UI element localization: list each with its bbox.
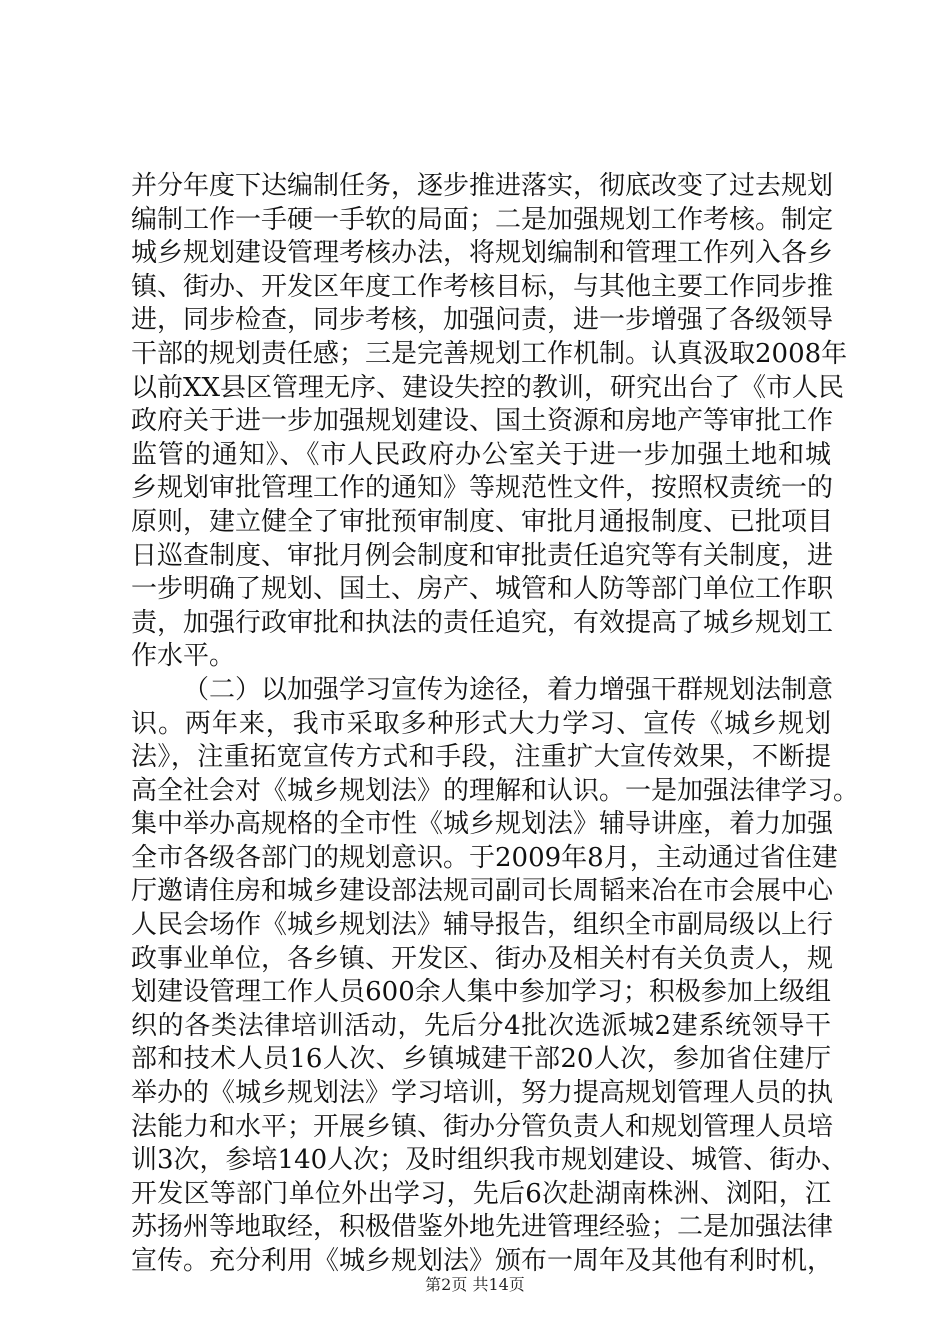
text-line: 干部的规划责任感；三是完善规划工作机制。认真汲取2008年 — [131, 338, 848, 369]
text-line: 厅邀请住房和城乡建设部法规司副司长周韬来冶在市会展中心 — [131, 876, 834, 907]
text-line: 织的各类法律培训活动，先后分4批次选派城2建系统领导干 — [131, 1010, 831, 1041]
text-line: 高全社会对《城乡规划法》的理解和认识。一是加强法律学习。 — [131, 775, 860, 806]
text-line: 法能力和水平；开展乡镇、街办分管负责人和规划管理人员培 — [131, 1111, 834, 1142]
page-footer — [0, 1272, 950, 1295]
text-line: 一步明确了规划、国土、房产、城管和人防等部门单位工作职 — [131, 574, 834, 605]
text-line: 划建设管理工作人员600余人集中参加学习；积极参加上级组 — [131, 977, 831, 1008]
text-line: 法》，注重拓宽宣传方式和手段，注重扩大宣传效果，不断提 — [131, 742, 831, 773]
text-line: 政事业单位，各乡镇、开发区、街办及相关村有关负责人，规 — [131, 943, 834, 974]
text-line: 责，加强行政审批和执法的责任追究，有效提高了城乡规划工 — [131, 607, 834, 638]
text-line: 日巡查制度、审批月例会制度和审批责任追究等有关制度，进 — [131, 540, 834, 571]
text-line: 开发区等部门单位外出学习，先后6次赴湖南株洲、浏阳，江 — [131, 1178, 831, 1209]
text-line: 宣传。充分利用《城乡规划法》颁布一周年及其他有利时机， — [131, 1246, 834, 1276]
body-text — [131, 170, 860, 1279]
text-line: 识。两年来，我市采取多种形式大力学习、宣传《城乡规划 — [131, 708, 831, 739]
text-line: 举办的《城乡规划法》学习培训，努力提高规划管理人员的执 — [131, 1078, 834, 1109]
text-line: 并分年度下达编制任务，逐步推进落实，彻底改变了过去规划 — [131, 171, 834, 201]
text-line: 乡规划审批管理工作的通知》等规范性文件，按照权责统一的 — [131, 473, 834, 504]
text-line: 集中举办高规格的全市性《城乡规划法》辅导讲座，着力加强 — [131, 809, 834, 840]
text-line: 全市各级各部门的规划意识。于2009年8月，主动通过省住建 — [131, 842, 838, 873]
text-line: 镇、街办、开发区年度工作考核目标，与其他主要工作同步推 — [131, 271, 834, 302]
text-line: 苏扬州等地取经，积极借鉴外地先进管理经验；二是加强法律 — [131, 1212, 834, 1243]
text-line: 人民会场作《城乡规划法》辅导报告，组织全市副局级以上行 — [131, 910, 834, 941]
text-line: 政府关于进一步加强规划建设、国土资源和房地产等审批工作 — [131, 406, 834, 437]
text-line: 编制工作一手硬一手软的局面；二是加强规划工作考核。制定 — [131, 204, 834, 235]
text-line: 部和技术人员16人次、乡镇城建干部20人次，参加省住建厅 — [131, 1044, 831, 1075]
section-heading-line: （二）以加强学习宣传为途径，着力增强干群规划法制意 — [183, 674, 834, 705]
text-line: 以前XX县区管理无序、建设失控的教训，研究出台了《市人民 — [131, 372, 845, 403]
text-line: 进，同步检查，同步考核，加强问责，进一步增强了各级领导 — [131, 305, 834, 336]
text-line: 作水平。 — [131, 641, 236, 672]
text-line: 训3次，参培140人次；及时组织我市规划建设、城管、街办、 — [131, 1145, 848, 1176]
text-line: 城乡规划建设管理考核办法，将规划编制和管理工作列入各乡 — [131, 238, 834, 269]
text-line: 原则，建立健全了审批预审制度、审批月通报制度、已批项目 — [131, 506, 834, 537]
page-number: 第2页 共14页 — [425, 1275, 525, 1294]
text-line: 监管的通知》、《市人民政府办公室关于进一步加强土地和城 — [131, 439, 831, 470]
